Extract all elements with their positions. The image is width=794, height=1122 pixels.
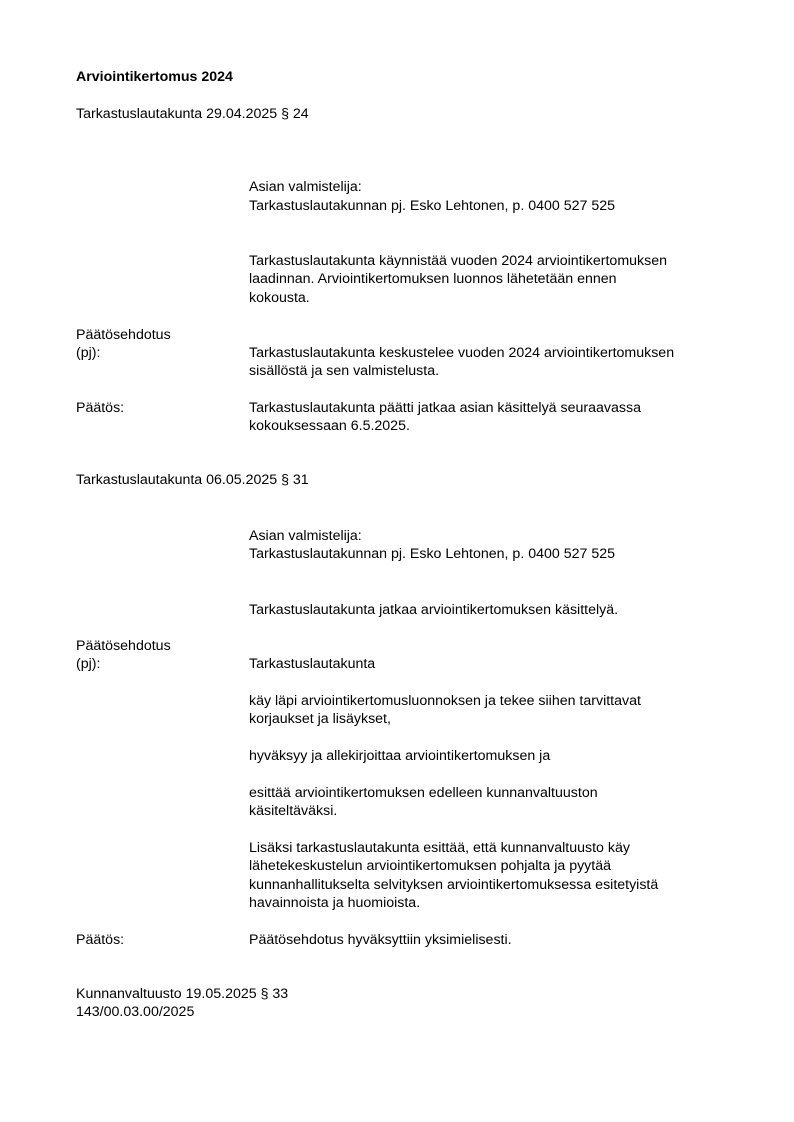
proposal-item: esittää arviointikertomuksen edelleen kunnanvaltuuston (249, 785, 598, 801)
proposal-item: Lisäksi tarkastuslautakunta esittää, että kunnanvaltuusto käy (249, 840, 630, 856)
body-text: Tarkastuslautakunta jatkaa arviointikertomuksen käsittelyä. (249, 602, 619, 618)
preparer-label: Asian valmistelija: (249, 528, 362, 544)
preparer-label: Asian valmistelija: (249, 179, 362, 195)
proposal-item: lähetekeskustelun arviointikertomuksen pohjalta ja pyytää (249, 858, 611, 874)
body-text: laadinnan. Arviointikertomuksen luonnos lähetetään ennen (249, 271, 617, 287)
decision-text: kokouksessaan 6.5.2025. (249, 418, 410, 434)
preparer: Tarkastuslautakunnan pj. Esko Lehtonen, p. 0400 527 525 (249, 198, 615, 214)
document-title: Arviointikertomus 2024 (76, 69, 233, 85)
proposal-text: Tarkastuslautakunta keskustelee vuoden 2024 arviointikertomuksen (249, 345, 675, 361)
body-text: kokousta. (249, 290, 310, 306)
proposal-label: Päätösehdotus (76, 638, 171, 654)
proposal-intro: Tarkastuslautakunta (249, 656, 376, 672)
proposal-text: sisällöstä ja sen valmistelusta. (249, 363, 440, 379)
proposal-label: Päätösehdotus (76, 327, 171, 343)
body-text: Tarkastuslautakunta käynnistää vuoden 2024 arviointikertomuksen (249, 253, 667, 269)
proposal-item: käy läpi arviointikertomusluonnoksen ja tekee siihen tarvittavat (249, 693, 641, 709)
proposal-item: hyväksyy ja allekirjoittaa arviointikertomuksen ja (249, 748, 551, 764)
proposal-item: käsiteltäväksi. (249, 803, 338, 819)
section-heading: Tarkastuslautakunta 06.05.2025 § 31 (76, 472, 309, 488)
preparer: Tarkastuslautakunnan pj. Esko Lehtonen, p. 0400 527 525 (249, 546, 615, 562)
reference-number: 143/00.03.00/2025 (76, 1004, 195, 1020)
decision-label: Päätös: (76, 932, 125, 948)
decision-label: Päätös: (76, 400, 125, 416)
proposal-label-pj: (pj): (76, 656, 101, 672)
section-heading: Kunnanvaltuusto 19.05.2025 § 33 (76, 986, 289, 1002)
proposal-item: kunnanhallitukselta selvityksen arviointikertomuksessa esitetyistä (249, 877, 659, 893)
proposal-item: havainnoista ja huomioista. (249, 895, 421, 911)
proposal-label-pj: (pj): (76, 345, 101, 361)
proposal-item: korjaukset ja lisäykset, (249, 711, 391, 727)
section-heading: Tarkastuslautakunta 29.04.2025 § 24 (76, 106, 309, 122)
decision-text: Päätösehdotus hyväksyttiin yksimielisesti. (249, 932, 512, 948)
decision-text: Tarkastuslautakunta päätti jatkaa asian käsittelyä seuraavassa (249, 400, 641, 416)
